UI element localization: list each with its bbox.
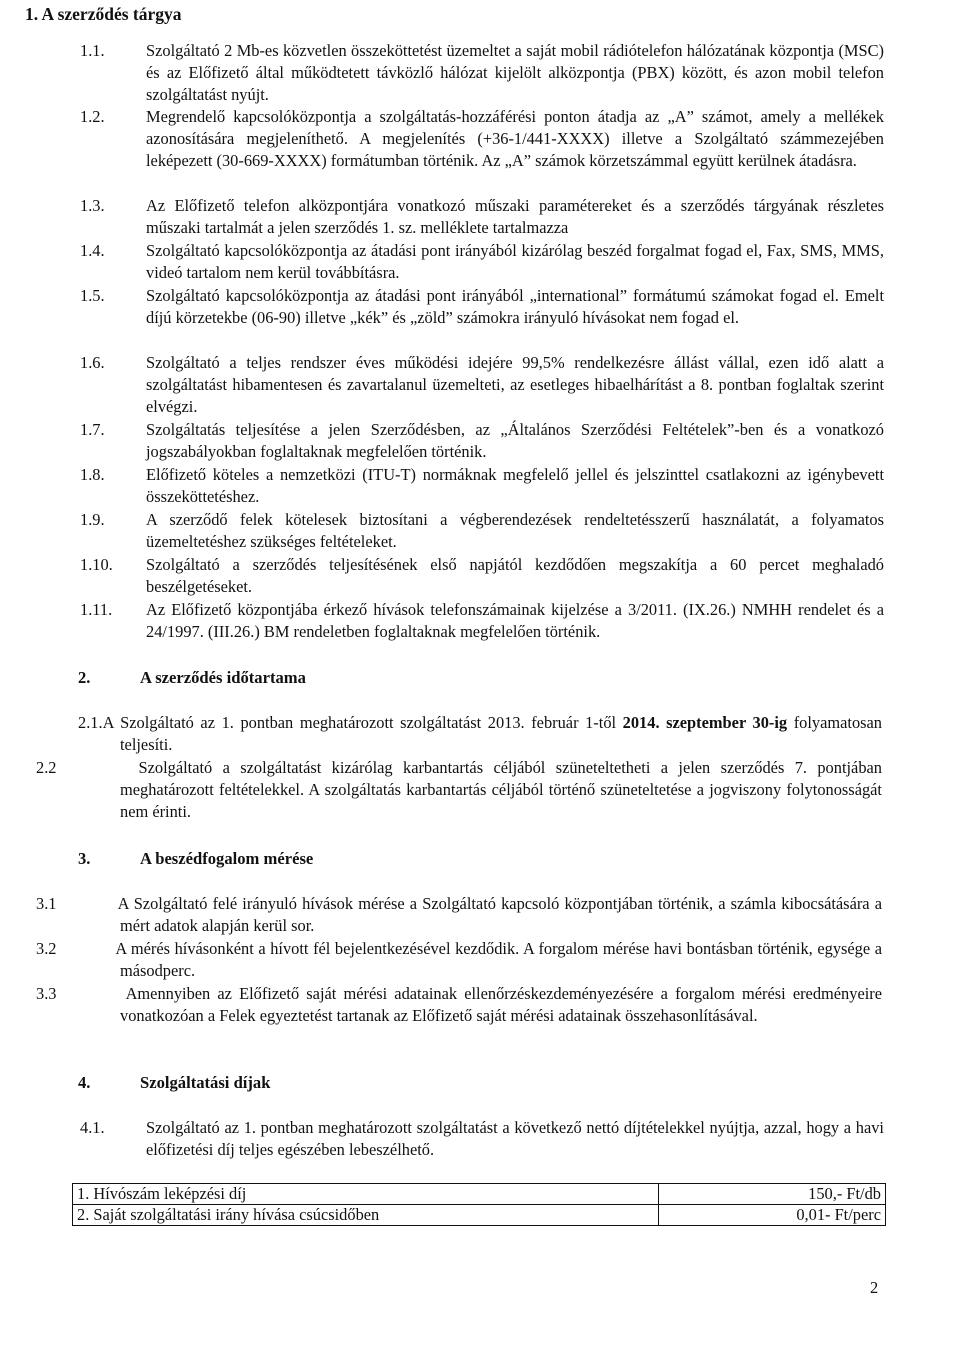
clause-number: 1.5. xyxy=(80,286,105,305)
clause-2-1 xyxy=(78,712,882,756)
clause-number: 1.7. xyxy=(80,420,105,439)
clause-text: Az Előfizető központjába érkező hívások telefonszámainak kijelzése a 3/2011. (IX.26.) NMHH rendelet és a 24/1997. (III.26.) BM rendeletben foglaltaknak megfelelően történik. xyxy=(146,600,884,642)
clause-text: Szolgáltatás teljesítése a jelen Szerződésben, az „Általános Szerződési Feltételek”-ben és a vonatkozó jogszabályokban foglaltaknak megfelelően történik. xyxy=(146,420,884,462)
section-title: A beszédfogalom mérése xyxy=(140,849,314,868)
clause-number: 1.3. xyxy=(80,196,105,215)
clause-number: 4.1. xyxy=(80,1118,105,1137)
clause-text: Szolgáltató a szerződés teljesítésének első napjától kezdődően megszakítja a 60 percet meghaladó beszélgetéseket. xyxy=(146,555,884,597)
fee-value: 0,01- Ft/perc xyxy=(659,1205,886,1226)
clause-text: A Szolgáltató felé irányuló hívások mérése a Szolgáltató kapcsoló központjában történik, a számla kibocsátására a mért adatok alapján kerül sor. xyxy=(117,894,882,936)
fee-label: 1. Hívószám leképzési díj xyxy=(73,1184,659,1205)
clause-text: Szolgáltató az 1. pontban meghatározott szolgáltatást a következő nettó díjtételekkel nyújtja, azzal, hogy a havi előfizetési díj teljes egészében lebeszélhető. xyxy=(146,1118,884,1160)
clause-text: Az Előfizető telefon alközpontjára vonatkozó műszaki paramétereket és a szerződés tárgyának részletes műszaki tartalmát a jelen szerződés 1. sz. melléklete tartalmazza xyxy=(146,196,884,238)
clause-text-part: A Szolgáltató az 1. pontban meghatározott szolgáltatást 2013. február 1-től xyxy=(102,713,623,732)
clause-text: Amennyiben az Előfizető saját mérési adatainak ellenőrzéskezdeményezésére a forgalom mérési eredményeire vonatkozóan a Felek egyeztetést tartanak az Előfizető saját mérési adatainak összehasonlításával. xyxy=(120,984,883,1026)
clause-text: Szolgáltató a szolgáltatást kizárólag karbantartás céljából szüneteltetheti a jelen szerződés 7. pontjában meghatározott feltételekkel. A szolgáltatás karbantartás céljából történő szüneteltetése a jogviszony folytonosságát nem érinti. xyxy=(120,758,882,822)
clause-number: 1.11. xyxy=(80,600,113,619)
section-number: 2. xyxy=(78,668,91,687)
clause-number: 2.1. xyxy=(78,713,103,732)
clause-text: Szolgáltató 2 Mb-es közvetlen összeköttetést üzemeltet a saját mobil rádiótelefon hálózatának központja (MSC) és az Előfizető által működtetett távközlő hálózat kijelölt alközpontja (PBX) között, és azon mobil telefon szolgáltatást nyújt. xyxy=(146,41,884,105)
clause-number: 1.8. xyxy=(80,465,105,484)
clause-text: Szolgáltató kapcsolóközpontja az átadási pont irányából „international” formátumú számokat fogad el. Emelt díjú körzetekbe (06-90) illetve „kék” és „zöld” számokra irányuló hívásokat nem fogad el. xyxy=(146,286,884,328)
table-row xyxy=(73,1205,886,1226)
clause-text: Előfizető köteles a nemzetközi (ITU-T) normáknak megfelelő jellel és jelszinttel csatlakozni az igénybevett összeköttetéshez. xyxy=(146,465,884,507)
clause-number: 3.2 xyxy=(36,939,57,958)
clause-text: Szolgáltató kapcsolóközpontja az átadási pont irányából kizárólag beszéd forgalmat fogad el, Fax, SMS, MMS, videó tartalom nem kerül továbbításra. xyxy=(146,241,884,283)
table-row xyxy=(73,1184,886,1205)
clause-number: 1.10. xyxy=(80,555,113,574)
clause-3-3 xyxy=(36,983,883,1027)
clause-text: Megrendelő kapcsolóközpontja a szolgáltatás-hozzáférési ponton átadja az „A” számot, amely a mellékek azonosítására megjeleníthető. A megjelenítés (+36-1/441-XXXX) illetve a Szolgáltató számmezejében leképezett (30-669-XXXX) formátumban történik. Az „A” számok körzetszámmal együtt kerülnek átadásra. xyxy=(146,107,884,171)
fee-label: 2. Saját szolgáltatási irány hívása csúcsidőben xyxy=(73,1205,659,1226)
page-number: 2 xyxy=(870,1278,879,1297)
clause-number: 3.3 xyxy=(36,984,57,1003)
section-title: A szerződés időtartama xyxy=(140,668,306,687)
clause-number: 1.1. xyxy=(80,41,105,60)
clause-text: Szolgáltató a teljes rendszer éves működési idejére 99,5% rendelkezésre állást vállal, ezen idő alatt a szolgáltatást hibamentesen és zavartalanul üzemelteti, az esetleges hibaelhárítást a 8. pontban foglaltak szerint elvégzi. xyxy=(146,353,884,417)
clause-2-2 xyxy=(36,757,882,824)
fee-table xyxy=(72,1183,886,1226)
section-number: 3. xyxy=(78,849,91,868)
clause-text: A mérés hívásonként a hívott fél bejelentkezésével kezdődik. A forgalom mérése havi bontásban történik, egysége a másodperc. xyxy=(115,939,882,981)
clause-number: 1.4. xyxy=(80,241,105,260)
fee-value: 150,- Ft/db xyxy=(659,1184,886,1205)
section-number: 4. xyxy=(78,1073,91,1092)
clause-date-bold: 2014. szeptember 30-ig xyxy=(622,713,788,732)
clause-number: 1.2. xyxy=(80,107,105,126)
clause-text: A szerződő felek kötelesek biztosítani a végberendezések rendeltetésszerű használatát, a folyamatos üzemeltetéshez szükséges feltételeket. xyxy=(146,510,884,552)
clause-text-part: folyamatosan teljesíti. xyxy=(120,713,882,755)
section-title: Szolgáltatási díjak xyxy=(140,1073,271,1092)
clause-number: 1.6. xyxy=(80,353,105,372)
clause-3-2 xyxy=(36,938,882,982)
clause-number: 1.9. xyxy=(80,510,105,529)
clause-3-1 xyxy=(36,893,882,937)
clause-number: 3.1 xyxy=(36,894,57,913)
clause-number: 2.2 xyxy=(36,758,57,777)
section-1-title: 1. A szerződés tárgya xyxy=(25,4,182,24)
